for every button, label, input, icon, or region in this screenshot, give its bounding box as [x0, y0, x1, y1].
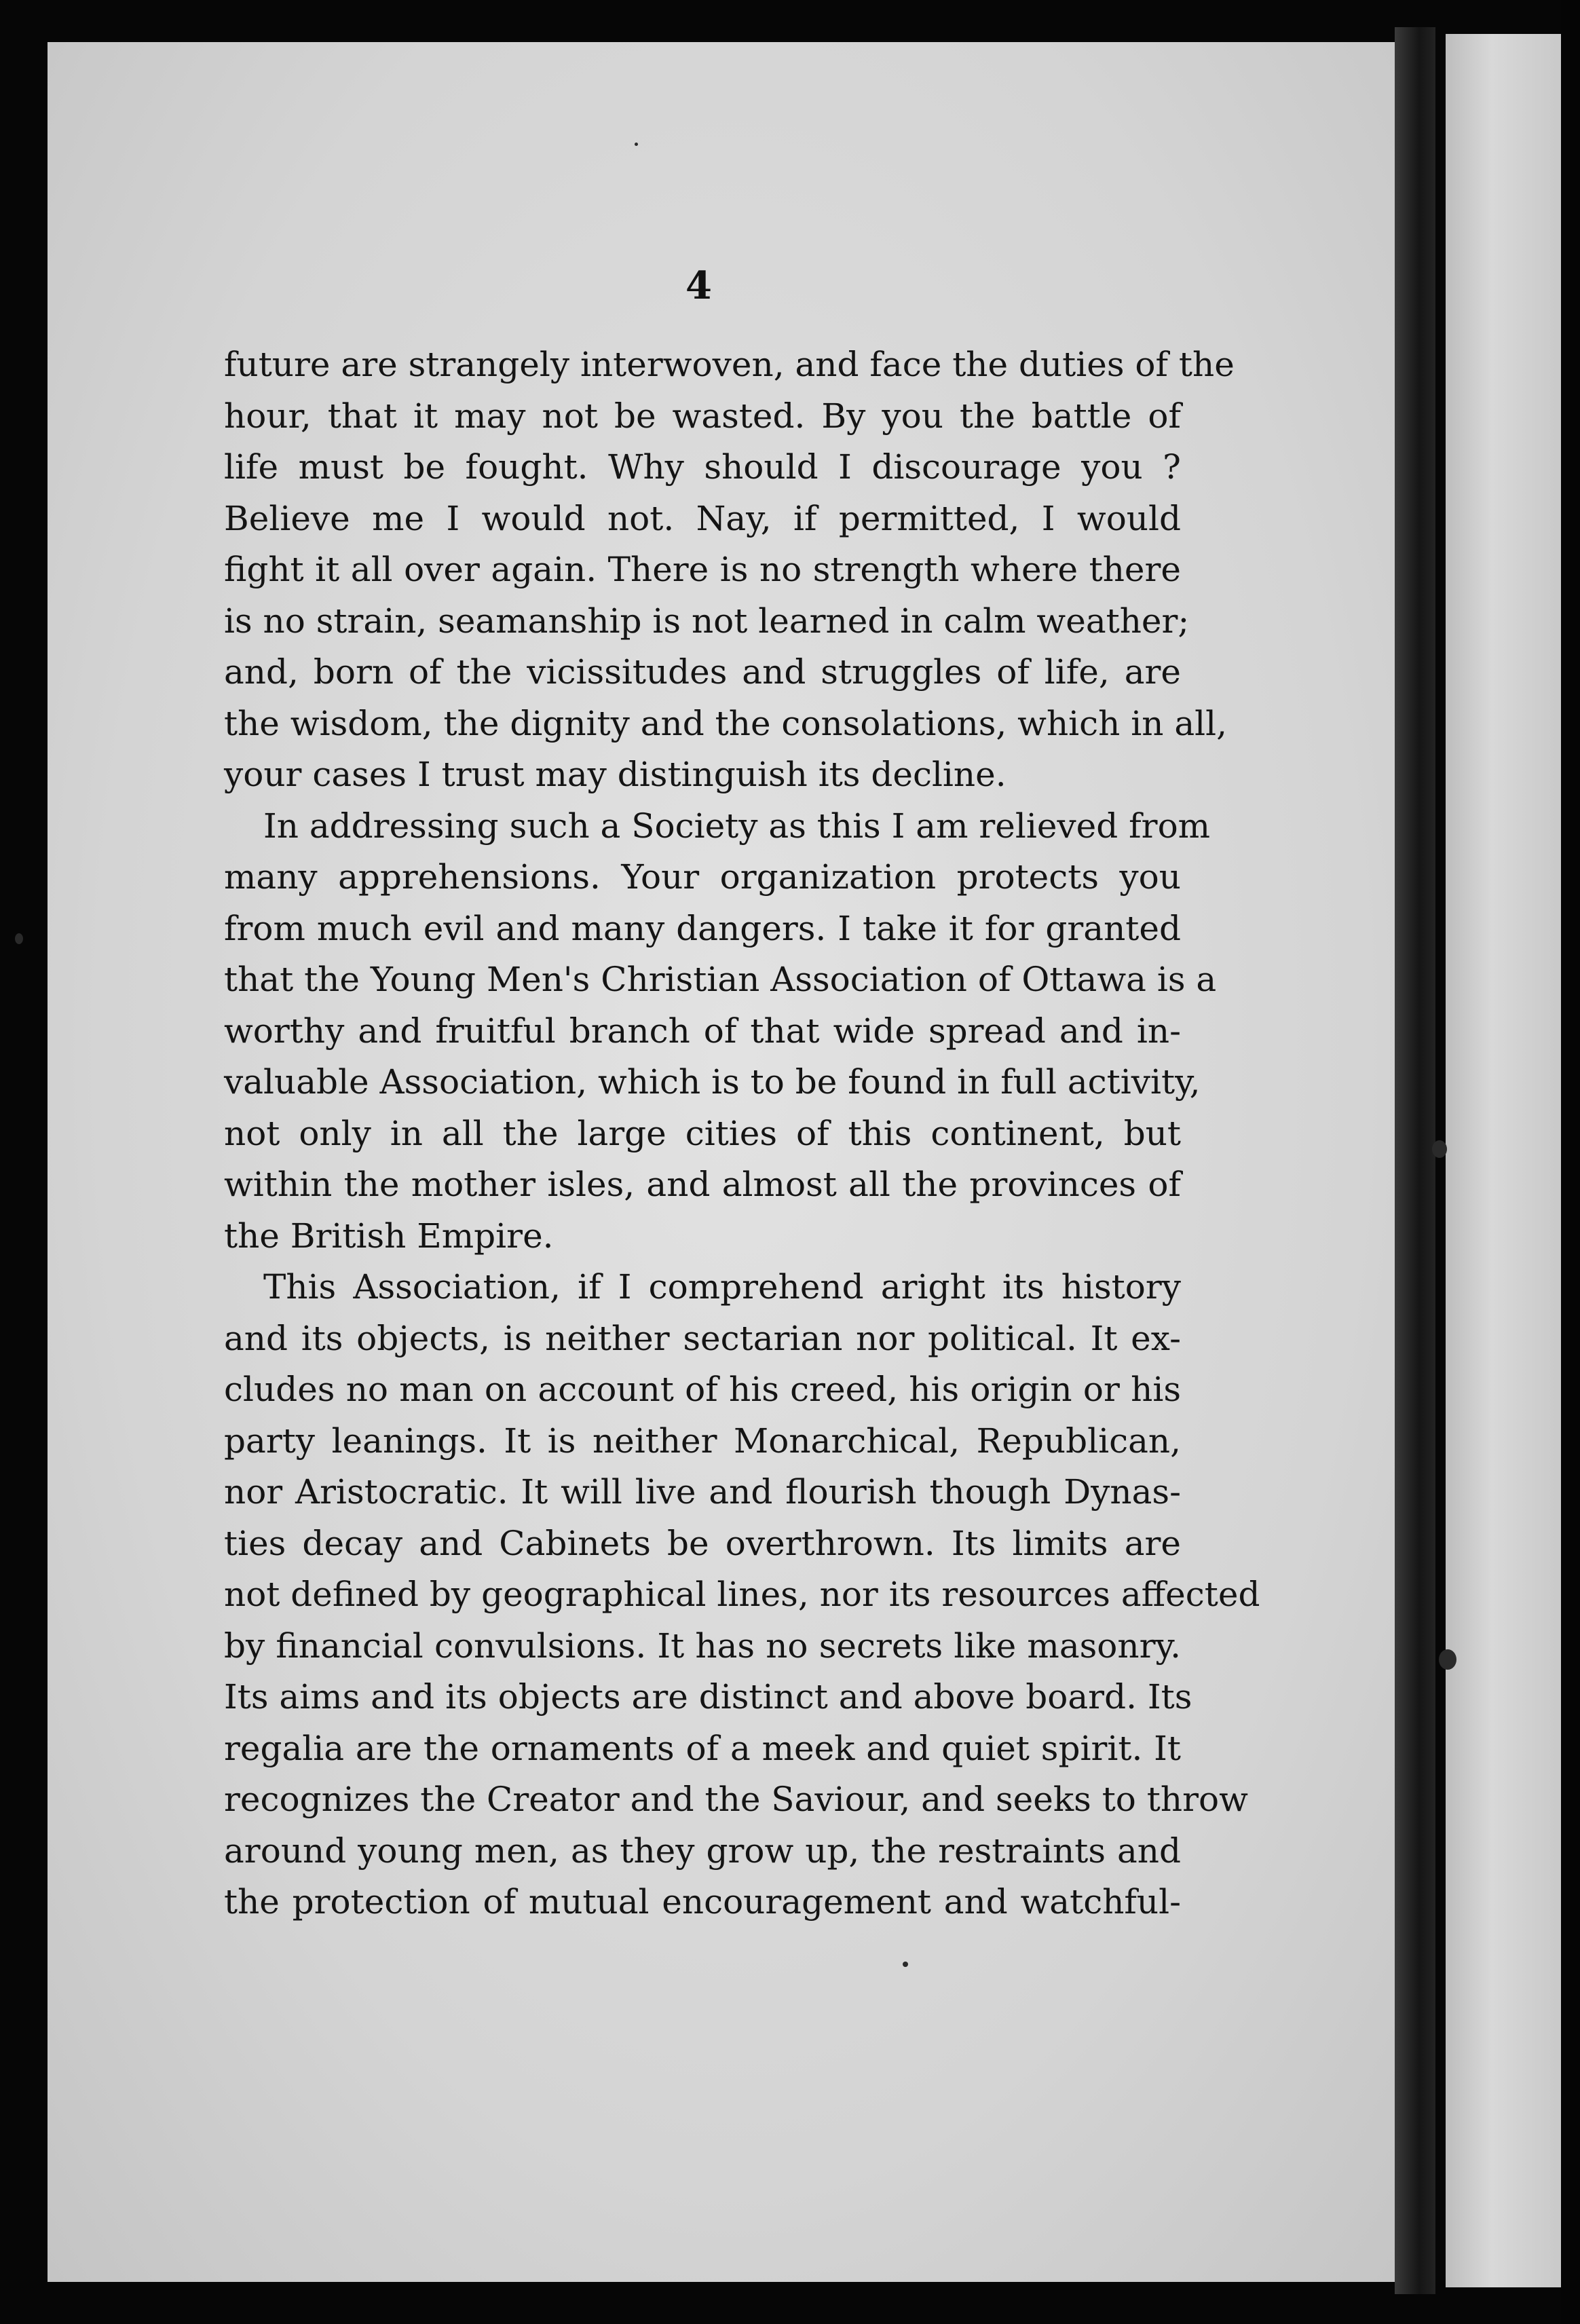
text-line: nor Aristocratic. It will live and flourish though Dynas- [224, 1472, 1181, 1512]
text-line: hour, that it may not be wasted. By you the battle of [224, 396, 1181, 436]
scan-speck [15, 933, 23, 944]
facing-page-edge [1446, 34, 1561, 2287]
text-line: by financial convulsions. It has no secrets like masonry. [224, 1626, 1181, 1666]
text-line: party leanings. It is neither Monarchical, Republican, [224, 1421, 1181, 1461]
text-line: cludes no man on account of his creed, his origin or his [224, 1370, 1181, 1409]
text-line: This Association, if I comprehend aright its history [263, 1267, 1181, 1307]
text-line: within the mother isles, and almost all the provinces of [224, 1165, 1181, 1204]
text-line: the British Empire. [224, 1216, 554, 1256]
scan-speck [635, 143, 638, 146]
text-line: many apprehensions. Your organization protects you [224, 857, 1181, 897]
text-line: regalia are the ornaments of a meek and quiet spirit. It [224, 1728, 1181, 1768]
scan-speck [903, 1962, 908, 1967]
text-line: not only in all the large cities of this continent, but [224, 1113, 1181, 1153]
text-line: ties decay and Cabinets be overthrown. Its limits are [224, 1523, 1181, 1563]
text-line: valuable Association, which is to be found in full activity, [224, 1062, 1201, 1102]
text-line: not defined by geographical lines, nor its resources affected [224, 1575, 1260, 1614]
scan-edge [1561, 0, 1580, 2324]
text-line: from much evil and many dangers. I take it for granted [224, 908, 1181, 948]
text-line: fight it all over again. There is no strength where there [224, 550, 1181, 589]
scan-speck [1439, 1649, 1456, 1670]
scan-speck [1432, 1140, 1447, 1158]
text-line: Its aims and its objects are distinct and above board. Its [224, 1677, 1192, 1717]
text-line: and, born of the vicissitudes and struggles of life, are [224, 652, 1181, 692]
paragraph-2 [224, 801, 1217, 1262]
text-line: Believe me I would not. Nay, if permitted, I would [224, 498, 1181, 538]
text-line: the protection of mutual encouragement and watchful- [224, 1882, 1181, 1922]
text-line: your cases I trust may distinguish its decline. [224, 755, 1007, 794]
text-line: future are strangely interwoven, and face the duties of the [224, 345, 1235, 384]
page-text [224, 339, 1260, 1928]
paragraph-1 [224, 339, 1235, 801]
text-line: around young men, as they grow up, the restraints and [224, 1831, 1181, 1871]
paragraph-3 [224, 1262, 1260, 1928]
text-line: is no strain, seamanship is not learned in calm weather; [224, 601, 1190, 641]
page-number: 4 [685, 263, 712, 308]
text-line: recognizes the Creator and the Saviour, and seeks to throw [224, 1780, 1248, 1819]
text-line: that the Young Men's Christian Association of Ottawa is a [224, 960, 1217, 999]
text-line: worthy and fruitful branch of that wide spread and in- [224, 1011, 1181, 1051]
text-line: In addressing such a Society as this I am relieved from [263, 806, 1211, 846]
text-line: life must be fought. Why should I discourage you ? [224, 447, 1181, 487]
text-line: and its objects, is neither sectarian nor political. It ex- [224, 1318, 1181, 1358]
book-gutter [1395, 27, 1435, 2294]
text-line: the wisdom, the dignity and the consolations, which in all, [224, 703, 1228, 743]
